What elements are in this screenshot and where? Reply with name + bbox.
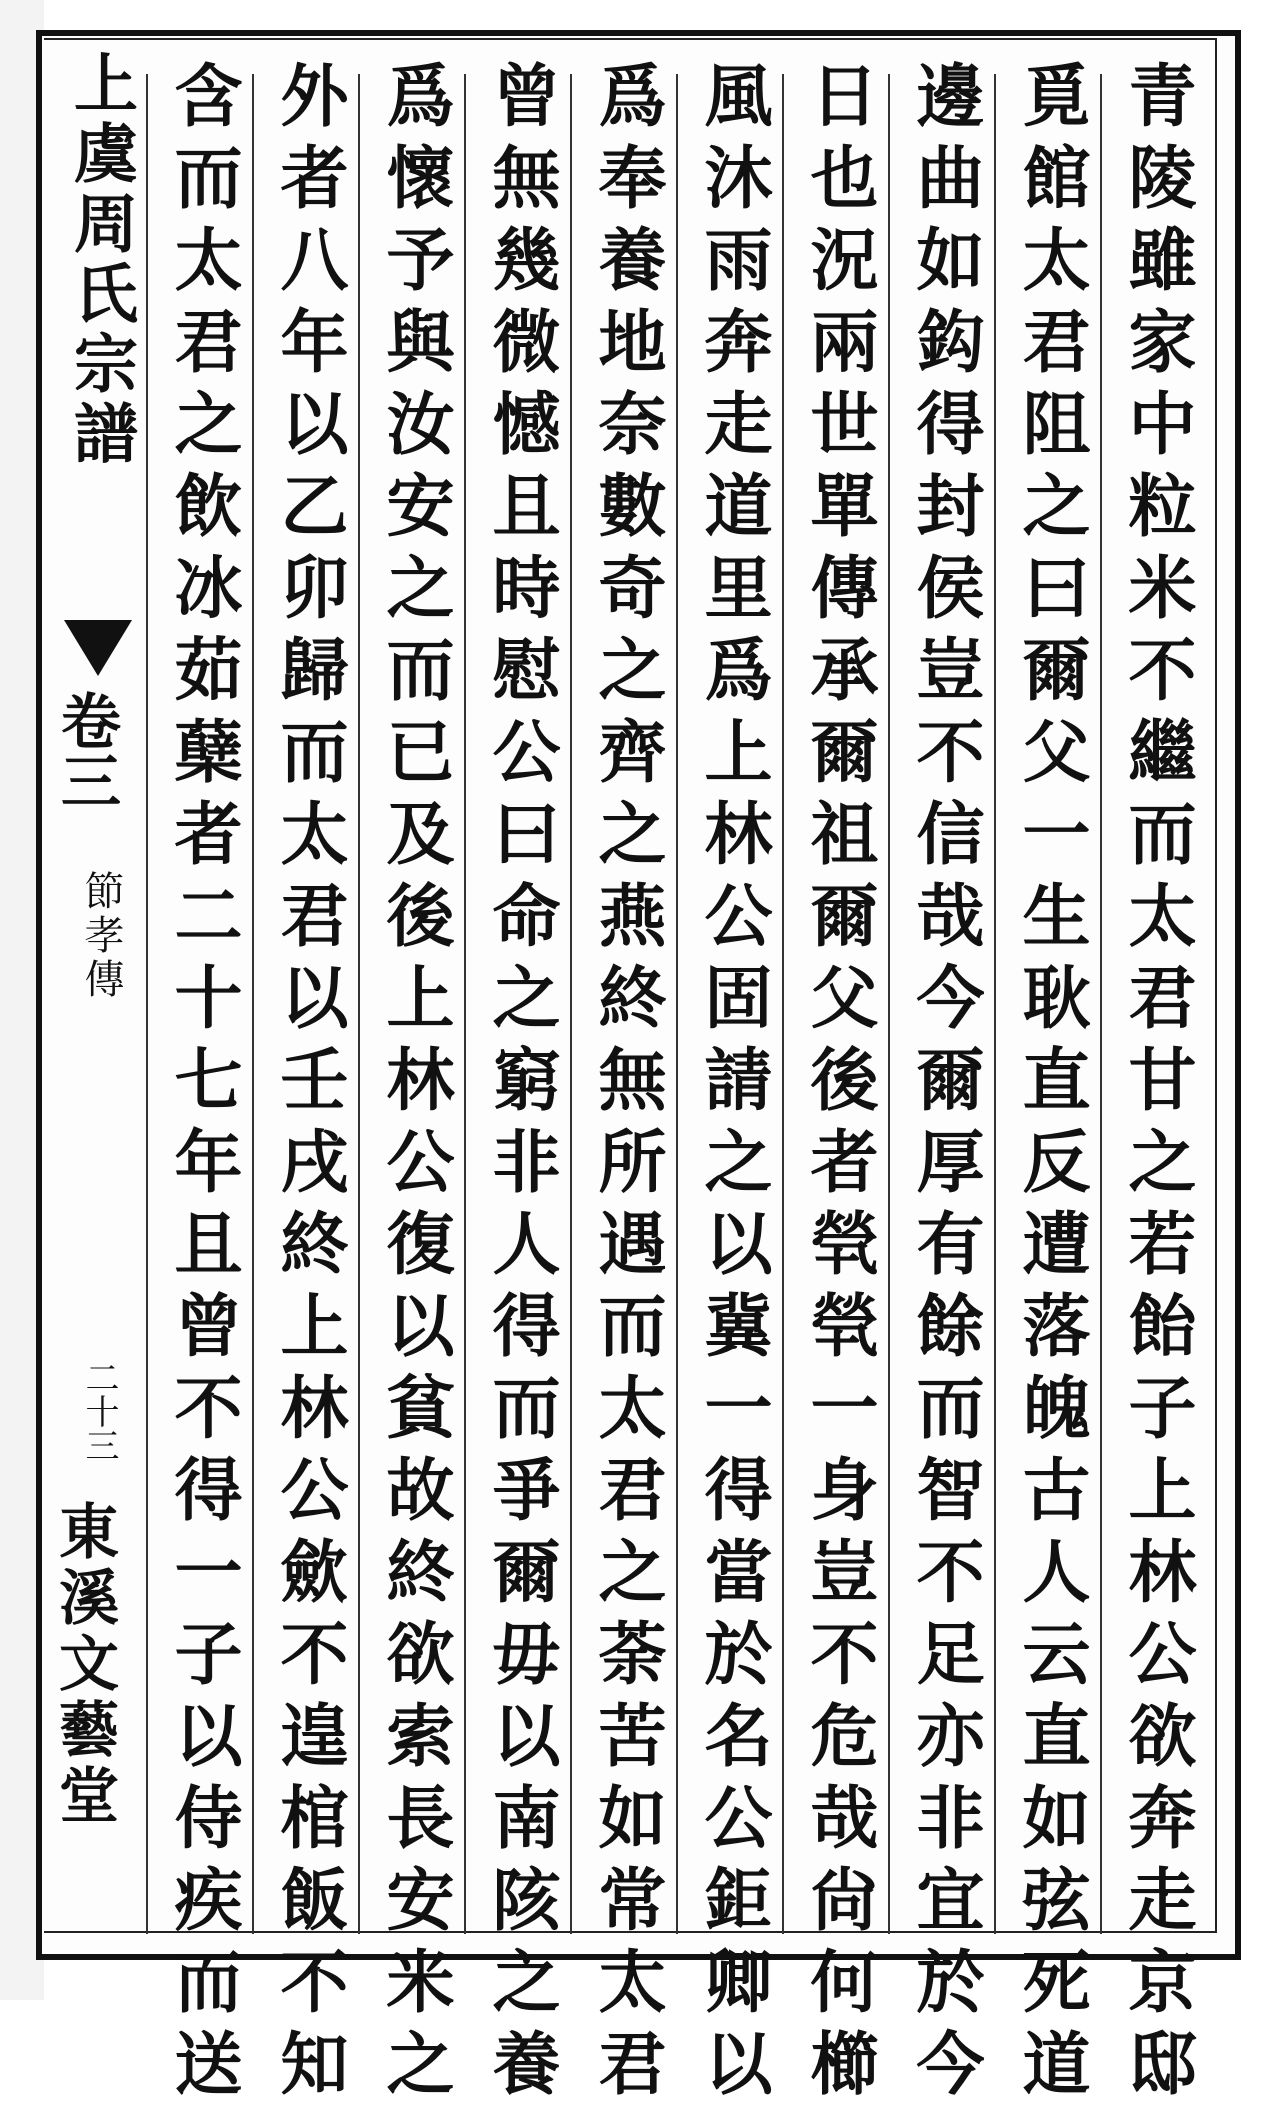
column-text: 爲懷予與汝安之而已及後上林公復以貧故終欲索長安米之 (375, 60, 455, 2110)
column-text: 日也況兩世單傳承爾祖爾父後者煢煢一身豈不危哉尙何櫛 (799, 60, 879, 2110)
column-text: 外者八年以乙卯歸而太君以壬戌終上林公歛不遑棺飯不知 (269, 60, 349, 2110)
text-column (998, 60, 1104, 2110)
column-text: 風沐雨奔走道里爲上林公固請之以冀一得當於名公鉅卿以 (693, 60, 773, 2110)
margin-title: 上虞周氏宗譜 (63, 50, 138, 470)
column-text: 邊曲如鈎得封侯豈不信哉今爾厚有餘而智不足亦非宜於今 (905, 60, 985, 2110)
fishtail-mark-icon (64, 620, 132, 676)
text-column (150, 60, 256, 2110)
text-column (1104, 60, 1210, 2110)
column-rule (146, 74, 148, 1934)
column-text: 覓館太君阻之曰爾父一生耿直反遭落魄古人云直如弦死道 (1011, 60, 1091, 2110)
text-column (468, 60, 574, 2110)
block-center-margin (36, 30, 146, 1960)
text-column (256, 60, 362, 2110)
text-column (362, 60, 468, 2110)
text-column (680, 60, 786, 2110)
text-column (786, 60, 892, 2110)
margin-hall-name: 東溪文藝堂 (49, 1500, 119, 1830)
text-column (574, 60, 680, 2110)
column-text: 含而太君之飲冰茹蘖者二十七年且曾不得一子以侍疾而送 (163, 60, 243, 2110)
column-text: 青陵雖家中粒米不繼而太君甘之若飴子上林公欲奔走京邸 (1117, 60, 1197, 2110)
text-column (892, 60, 998, 2110)
margin-section: 節孝傳 (78, 870, 124, 1002)
column-text: 曾無幾微憾且時慰公曰命之窮非人得而爭爾毋以南陔之養 (481, 60, 561, 2110)
margin-page-number: 二十三 (79, 1360, 119, 1462)
book-page (36, 30, 1241, 2110)
margin-volume: 卷三 (51, 690, 121, 810)
column-text: 爲奉養地奈數奇之齊之燕終無所遇而太君之荼苦如常太君 (587, 60, 667, 2110)
